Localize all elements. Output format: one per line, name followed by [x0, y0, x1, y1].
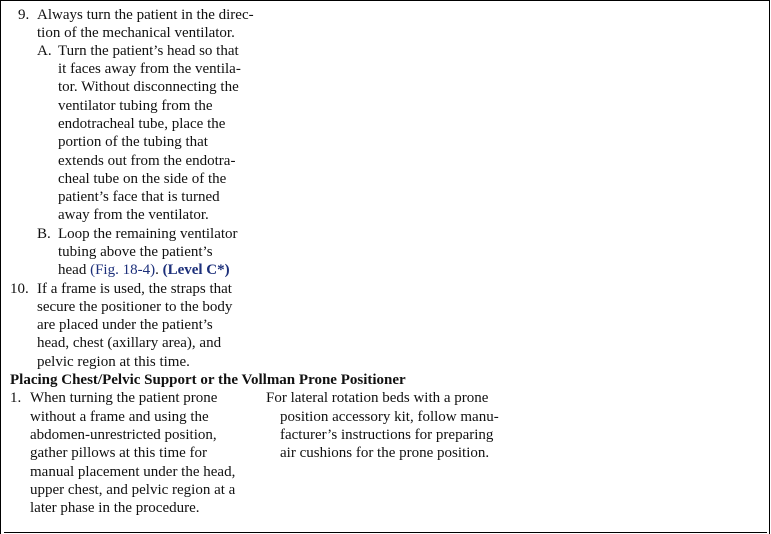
step-1-number: 1. [10, 390, 22, 406]
step-10-line: are placed under the patient’s [37, 317, 213, 333]
step-9b-last-line [58, 261, 230, 279]
step-9a-line: tor. Without disconnecting the [58, 79, 239, 95]
step-9-line: tion of the mechanical ventilator. [37, 25, 235, 41]
step-1-line: abdomen-unrestricted position, [30, 427, 217, 443]
step-10-line: pelvic region at this time. [37, 354, 190, 370]
step-10-line: If a frame is used, the straps that [37, 281, 232, 297]
step-10-line: head, chest (axillary area), and [37, 335, 222, 351]
bottom-rule [4, 532, 767, 533]
step-9a-line: ventilator tubing from the [58, 98, 213, 114]
step-9a-line: away from the ventilator. [58, 207, 209, 223]
step-9a-label: A. [37, 43, 52, 59]
step-10-line: secure the positioner to the body [37, 299, 233, 315]
step-9a-line: patient’s face that is turned [58, 189, 220, 205]
step-9a-line: extends out from the endotra- [58, 153, 236, 169]
step-9b-line: Loop the remaining ventilator [58, 226, 238, 242]
step-9a-line: endotracheal tube, place the [58, 116, 226, 132]
rationale-line: facturer’s instructions for preparing [280, 427, 494, 443]
rationale-line: position accessory kit, follow manu- [280, 409, 499, 425]
step-1-line: gather pillows at this time for [30, 445, 208, 461]
step-9b-label: B. [37, 226, 51, 242]
rationale-line: For lateral rotation beds with a prone [266, 390, 489, 406]
step-1-line: upper chest, and pelvic region at a [30, 482, 236, 498]
step-9a-line: cheal tube on the side of the [58, 171, 227, 187]
step-9a-line: it faces away from the ventila- [58, 61, 241, 77]
evidence-level: (Level C*) [162, 262, 230, 278]
step-9a-line: portion of the tubing that [58, 134, 208, 150]
step-1-line: manual placement under the head, [30, 464, 236, 480]
step-9-line: Always turn the patient in the direc- [37, 7, 254, 23]
step-1-line: later phase in the procedure. [30, 500, 200, 516]
step-9b-text: head [58, 262, 91, 278]
step-1-line: When turning the patient prone [30, 390, 218, 406]
step-9b-line: tubing above the patient’s [58, 244, 213, 260]
step-10-number: 10. [10, 281, 29, 297]
section-heading: Placing Chest/Pelvic Support or the Vollman Prone Positioner [10, 372, 406, 388]
step-1-line: without a frame and using the [30, 409, 209, 425]
rationale-line: air cushions for the prone position. [280, 445, 490, 461]
separator: . [155, 262, 163, 278]
step-9-number: 9. [18, 7, 30, 23]
step-9a-line: Turn the patient’s head so that [58, 43, 239, 59]
figure-reference-link[interactable]: (Fig. 18-4) [90, 262, 156, 278]
